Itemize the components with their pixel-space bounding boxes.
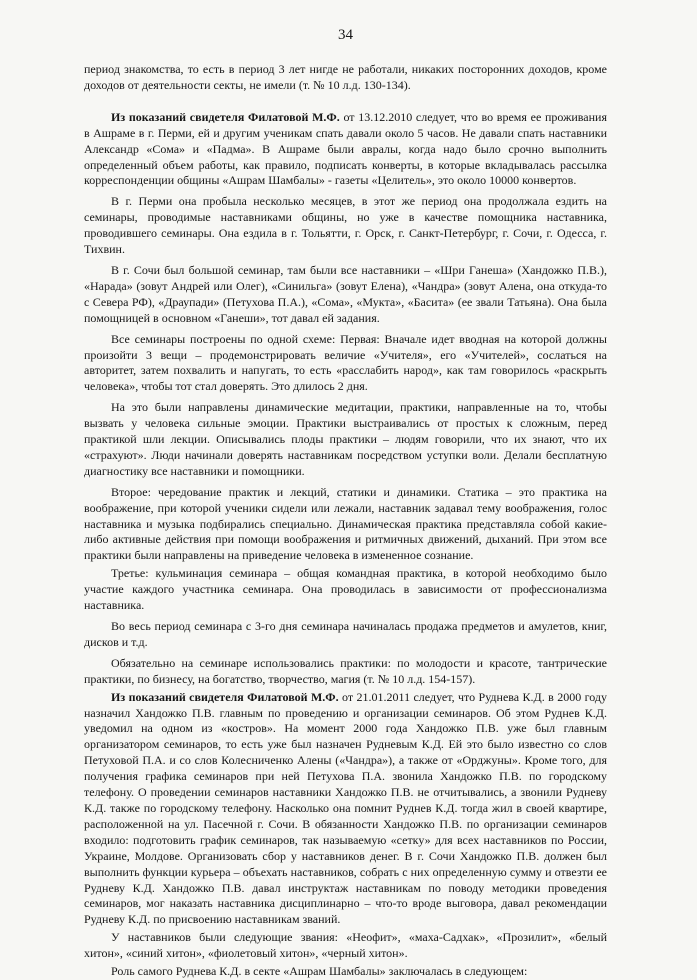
paragraph-text: У наставников были следующие звания: «Неофит», «маха-Садхак», «Прозилит», «белый хитон», «синий хитон», «фиолетовый хитон», «черный хитон». — [84, 930, 607, 961]
paragraph-text: Все семинары построены по одной схеме: Первая: Вначале идет вводная на которой должны произойти 3 вещи – продемонстрировать величие «Учителя», его «Учителей», сослаться на авторитет, затем похвалить и напугать, то есть «расслабить народ», как там говорилось «раскрыть человека», чтобы тот стал доверять. Это длилось 2 дня. — [84, 331, 607, 394]
page-number: 34 — [338, 27, 353, 43]
paragraph-text: На это были направлены динамические медитации, практики, направленные на то, чтобы вызвать у человека сильные эмоции. Практики выстраивались от простых к сложным, перед практикой шли лекции. Описывались плоды практики – людям говорили, что их знают, что их «страхуют». Люди начинали доверять наставникам посредством уступки воли. Делали бесплатную диагностику все наставники и помощники. — [84, 400, 607, 478]
paragraph-6 — [84, 400, 607, 480]
paragraph-lead: Из показаний свидетеля Филатовой М.Ф. — [111, 689, 339, 704]
paragraph-text: Роль самого Руднева К.Д. в секте «Ашрам Шамбалы» заключалась в следующем: — [111, 964, 528, 979]
paragraph-text: от 13.12.2010 следует, что во время ее проживания в Ашраме в г. Перми, ей и другим ученикам спать давали около 5 часов. Не давали спать наставники Александр «Сома» и «Падма». В Ашраме были авралы, когда надо было срочно выполнить определенный объем работы, как правило, подписать конверты, в которые вкладывалась рассылка корреспонденции общины «Ашрам Шамбалы» - газеты «Целитель», это около 10000 конвертов. — [84, 109, 607, 188]
paragraph-lead: Из показаний свидетеля Филатовой М.Ф. — [111, 109, 340, 124]
paragraph-text: Обязательно на семинаре использовались практики: по молодости и красоте, тантрические практики, по бизнесу, на богатство, творчество, магия (т. № 10 л.д. 154-157). — [84, 655, 607, 686]
paragraph-text: В г. Перми она пробыла несколько месяцев, в этот же период она продолжала ездить на семинары, проводимые наставниками общины, но уже в качестве помощника наставника, проводившего семинары. Она ездила в г. Тольятти, г. Орск, г. Санкт-Петербург, г. Сочи, г. Одесса, г. Тихвин. — [84, 194, 607, 257]
paragraph-text: от 21.01.2011 следует, что Руднева К.Д. в 2000 году назначил Хандожко П.В. главным по проведению и организации семинаров. Об этом Руднев К.Д. уведомил на одном из «костров». На момент 2000 года Хандожко П.В. уже был главным организатором семинаров, то есть уже был назначен Рудневым К.Д. Ей это было известно со слов Петуховой П.А. и со слов Колесниченко Алены («Чандра»), а также от «Орджуны». Кроме того, для получения графика семинаров при ней Петухова П.А. звонила Хандожко П.В. по городскому телефону. О проведении семинаров наставники Хандожко П.В. не отчитывались, а звонили Рудневу К.Д. также по городскому телефону. Насколько она помнит Руднев К.Д. тогда жил в своей квартире, расположенной на ул. Пасечной г. Сочи. В обязанности Хандожко П.В. по организации семинаров входило: подготовить график семинаров, так называемую «сетку» для всех наставников по России, Украине, Молдове. Организовать сбор у наставников денег. В г. Сочи Хандожко П.В. должен был выполнить функции курьера – объехать наставников, собрать с них определенную сумму и отвезти ее Рудневу К.Д. Хандожко П.В. давал инструктаж наставникам по поводу методики проведения семинаров, мог наказать наставника дисциплинарно – что-то вроде выговора, давал рекомендации Рудневу К.Д. по присвоению наставникам званий. — [84, 689, 608, 927]
paragraph-2 — [84, 110, 607, 190]
paragraph-13 — [84, 964, 607, 980]
paragraph-text: Во весь период семинара с 3-го дня семинара начиналась продажа предметов и амулетов, книг, дисков и т.д. — [84, 619, 607, 649]
paragraph-11 — [84, 690, 607, 929]
paragraph-8 — [84, 566, 607, 614]
paragraph-text: Второе: чередование практик и лекций, статики и динамики. Статика – это практика на воображение, при которой ученики сидели или лежали, наставник задавал тему воображения, голос наставника и музыка подбирались специально. Динамическая практика представляла собой какие-либо активные действия при помощи воображения и ритмичных движений, дыханий. При этом все практики были направлены на приведение человека в измененное сознание. — [84, 484, 607, 563]
paragraph-7 — [84, 485, 607, 565]
paragraph-5 — [84, 332, 607, 396]
paragraph-9 — [84, 619, 607, 651]
paragraph-text: Третье: кульминация семинара – общая командная практика, в которой необходимо было участие каждого участника семинара. Она проводилась в зависимости от профессионализма наставника. — [84, 566, 607, 613]
paragraph-text: период знакомства, то есть в период 3 лет нигде не работали, никаких посторонних доходов, кроме доходов от деятельности секты, не имели (т. № 10 л.д. 130-134). — [84, 62, 607, 92]
paragraph-3 — [84, 194, 607, 258]
paragraph-12 — [84, 930, 607, 962]
paragraph-10 — [84, 656, 607, 688]
paragraph-text: В г. Сочи был большой семинар, там были все наставники – «Шри Ганеша» (Хандожко П.В.), «Нарада» (зовут Андрей или Олег), «Синильга» (зовут Елена), «Чандра» (зовут Алена, она откуда-то с Севера РФ), «Драупади» (Петухова П.А.), «Сома», «Мукта», «Басита» (ее звали Татьяна). Она была помощницей в основном «Ганеши», тот давал ей задания. — [84, 262, 607, 325]
paragraph-1 — [84, 62, 607, 94]
paragraph-4 — [84, 263, 607, 327]
